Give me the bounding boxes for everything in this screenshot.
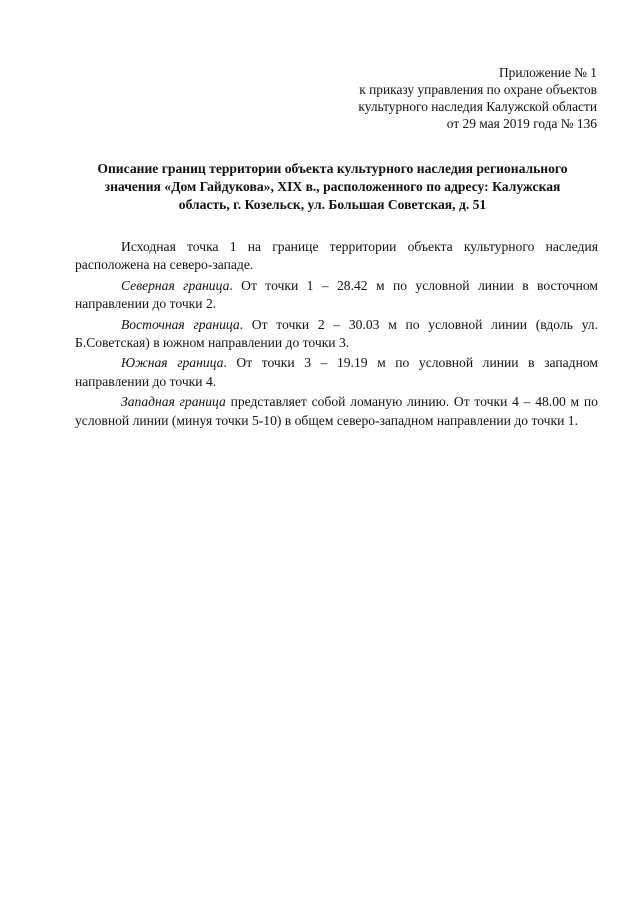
west-boundary-paragraph: [75, 393, 598, 430]
north-boundary-label: Северная граница: [121, 277, 230, 293]
east-boundary-paragraph: [75, 316, 598, 353]
document-title: [80, 160, 585, 214]
west-boundary-text: представляет собой ломаную линию. От точки 4 – 48.00 м по условной линии (минуя точки 5-10) в общем северо-западном направлении до точки 1.: [75, 394, 598, 428]
order-reference: к приказу управления по охране объектов: [359, 82, 597, 97]
east-boundary-text: . От точки 2 – 30.03 м по условной линии (вдоль ул. Б.Советская) в южном направлении до точки 3.: [75, 316, 598, 351]
north-boundary-text: . От точки 1 – 28.42 м по условной линии в восточном направлении до точки 2.: [75, 277, 598, 312]
intro-paragraph: Исходная точка 1 на границе территории объекта культурного наследия расположена на северо-западе.: [75, 239, 598, 273]
appendix-number: Приложение № 1: [498, 65, 597, 80]
south-boundary-text: . От точки 3 – 19.19 м по условной линии в западном направлении до точки 4.: [75, 355, 598, 389]
appendix-header: [297, 64, 597, 132]
document-body: [75, 238, 598, 430]
title-line-1: Описание границ территории объекта культурного наследия регионального: [97, 161, 568, 176]
order-date-number: от 29 мая 2019 года № 136: [446, 116, 597, 131]
east-boundary-label: Восточная граница: [121, 316, 240, 332]
west-boundary-label: Западная граница: [121, 394, 226, 410]
title-line-3: область, г. Козельск, ул. Большая Советская, д. 51: [178, 197, 487, 212]
south-boundary-paragraph: [75, 354, 598, 391]
north-boundary-paragraph: [75, 277, 598, 314]
south-boundary-label: Южная граница: [121, 355, 224, 371]
title-line-2: значения «Дом Гайдукова», XIX в., расположенного по адресу: Калужская: [104, 179, 561, 194]
issuing-authority: культурного наследия Калужской области: [358, 99, 597, 114]
